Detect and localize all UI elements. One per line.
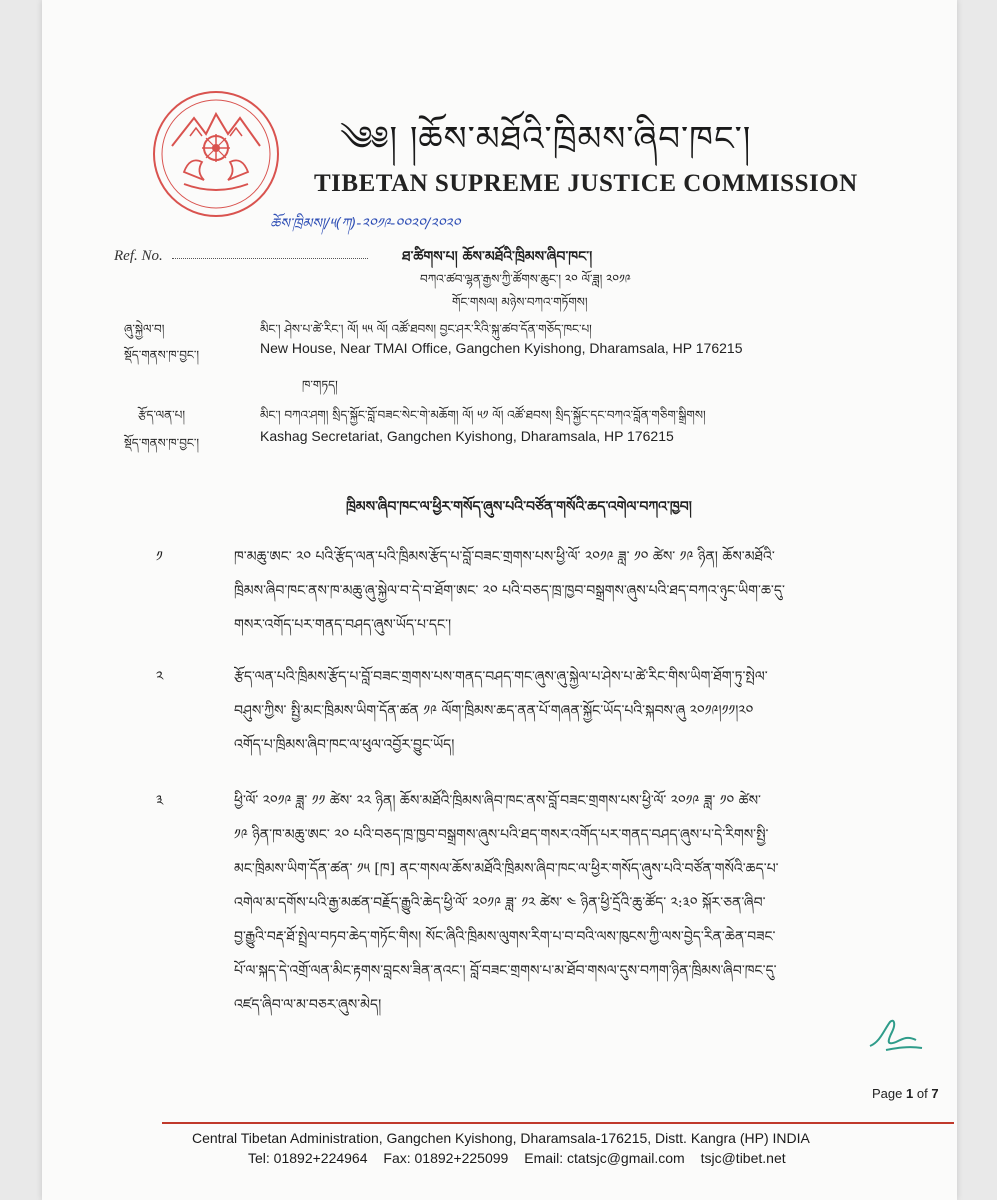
document-subject: ཁྲིམས་ཞིབ་ཁང་ལ་ཕྱིར་གསོད་ཞུས་པའི་བཙོན་གསོའི་ཆད་འགེལ་བཀའ་ཁྱབ། — [346, 499, 692, 515]
paragraph-3-line-6: པོ་ལ་སྐད་དེ་འགྲོ་ལན་མིང་རྟགས་བླངས་ཟིན་ནའང་། བློ་བཟང་གྲགས་པ་མ་ཐོབ་གསལ་དུས་བཀག་ཉིན་ཁྲིམས་ཞིབ་ཁང་དུ་ — [234, 963, 777, 979]
footer-email: Email: ctatsjc@gmail.com — [524, 1150, 685, 1166]
paragraph-2-line-3: འགོད་པ་ཁྲིམས་ཞིབ་ཁང་ལ་ཕུལ་འབྱོར་བྱུང་ཡོད། — [234, 737, 455, 753]
letterhead-title-english: TIBETAN SUPREME JUSTICE COMMISSION — [314, 170, 858, 197]
paragraph-1-number: ༡ — [156, 549, 163, 565]
petitioner-address-label: སྡོད་གནས་ཁ་བྱང་། — [124, 348, 200, 362]
paragraph-1-line-2: ཁྲིམས་ཞིབ་ཁང་ནས་ཁ་མཆུ་ཞུ་སྐྱེལ་བ་དེ་བ་ཐོག་ཨང་ ༢༠ པའི་བཅད་ཁྲ་ཁྱབ་བསྒྲགས་ཞུས་པའི་ཐད་བཀའ་ཉུང་ཡིག་ཆ་དུ་ — [234, 583, 785, 599]
page-label: Page — [872, 1086, 903, 1101]
petitioner-label: ཞུ་སྐྱེལ་བ། — [124, 322, 165, 336]
paragraph-1-line-1: ཁ་མཆུ་ཨང་ ༢༠ པའི་རྩོད་ལན་པའི་ཁྲིམས་རྩོད་པ་བློ་བཟང་གྲགས་པས་ཕྱི་ལོ་ ༢༠༡༩ ཟླ་ ༡༠ ཚེས་ ༡༩ ཉིན། ཆོས་མཐོའི་ — [234, 549, 775, 565]
handwritten-reference: ཆོས་ཁྲིམས།/༥(ཀ)-༢༠༡༩-༠༠༢༠/༢༠༢༠ — [270, 216, 461, 232]
date-line: བཀའ་ཚབ་ལྷན་རྒྱས་ཀྱི་ཚོགས་ཆུང་། ༢༠ ལོ་ཟླ། ༢༠༡༩ — [420, 272, 631, 286]
footer-address: Central Tibetan Administration, Gangchen Kyishong, Dharamsala-176215, Distt. Kangra (HP) INDIA — [192, 1130, 810, 1146]
footer-contacts — [248, 1150, 798, 1166]
paragraph-3-line-5: བྱ་རྒྱུའི་བརྡ་ཐོ་སྤྲེལ་བཏབ་ཆེད་གཏོང་གིས། སོང་ཞིའི་ཁྲིམས་ལུགས་རིག་པ་བ་བའི་ལས་ཁུངས་ཀྱི་ལས་བྱེད་རིན་ཆེན་བཟང་ — [234, 929, 776, 945]
parties-heading: གོང་གསལ། མཉེས་བཀའ་གཏོགས། — [452, 295, 588, 309]
document-page — [42, 0, 957, 1200]
paragraph-3-line-7: འཛད་ཞིབ་ལ་མ་བཅར་ཞུས་མེད། — [234, 997, 382, 1013]
paragraph-3-number: ༣ — [156, 793, 164, 809]
signature-mark — [866, 1012, 926, 1054]
ref-number-label: Ref. No. — [114, 248, 163, 264]
paragraph-3-line-1: ཕྱི་ལོ་ ༢༠༡༩ ཟླ་ ༡༡ ཚེས་ ༢༢ ཉིན། ཆོས་མཐོའི་ཁྲིམས་ཞིབ་ཁང་ནས་བློ་བཟང་གྲགས་པས་ཕྱི་ལོ་ ༢༠༡༩ ཟླ་ ༡༠ ཚེས་ — [234, 793, 761, 809]
paragraph-3-line-2: ༡༩ ཉིན་ཁ་མཆུ་ཨང་ ༢༠ པའི་བཅད་ཁྲ་ཁྱབ་བསྒྲགས་ཞུས་པའི་ཐད་གསར་འགོད་པར་གནད་བཤད་ཞུས་པ་དེ་རིགས་སྤྱི་ — [234, 827, 769, 843]
page-number — [872, 1086, 939, 1101]
page-total: 7 — [931, 1086, 939, 1101]
footer-fax: Fax: 01892+225099 — [383, 1150, 509, 1166]
paragraph-2-line-1: རྩོད་ལན་པའི་ཁྲིམས་རྩོད་པ་བློ་བཟང་གྲགས་པས་གནད་བཤད་གང་ཞུས་ཞུ་སྐྱེལ་པ་ཤེས་པ་ཚེ་རིང་གིས་ཡིག་ཐོག་ཏུ་སྤེལ་ — [234, 669, 768, 685]
page-of: of — [916, 1086, 928, 1101]
petitioner-details: མིང་། ཤེས་པ་ཚེ་རིང་། ལོ། ༥༥ ལོ། འཚོ་ཐབས། བྱང་ཤར་རིའི་སྐུ་ཚབ་དོན་གཅོད་ཁང་པ། — [260, 322, 592, 336]
footer-email-2: tsjc@tibet.net — [700, 1150, 786, 1166]
petitioner-address: New House, Near TMAI Office, Gangchen Kyishong, Dharamsala, HP 176215 — [260, 340, 743, 356]
paragraph-2-number: ༢ — [156, 669, 164, 685]
paragraph-2-line-2: བཤུས་ཀྱིས་ སྤྱི་མང་ཁྲིམས་ཡིག་དོན་ཚན ༡༩ ལོག་ཁྲིམས་ཆད་ནན་པོ་གཞན་སྐྱོང་ཡོད་པའི་སྐབས་ཞུ ༢༠༡༩།༡༡།༢༠ — [234, 703, 754, 719]
footer-divider — [162, 1122, 954, 1124]
versus-label: ཁ་གཏད། — [302, 378, 338, 392]
commission-seal-emblem — [150, 88, 282, 220]
case-title: ཐ་ཚིགས་པ། ཆོས་མཐོའི་ཁྲིམས་ཞིབ་ཁང་། — [402, 249, 593, 265]
letterhead-title-tibetan: ༄༅། །ཆོས་མཐོའི་ཁྲིམས་ཞིབ་ཁང་། — [340, 119, 752, 159]
paragraph-3-line-3: མང་ཁྲིམས་ཡིག་དོན་ཚན་ ༡༥ [ཁ] ནང་གསལ་ཆོས་མཐོའི་ཁྲིམས་ཞིབ་ཁང་ལ་ཕྱིར་གསོད་ཞུས་པའི་བཙོན་གསོའི་ཆད་པ་ — [234, 861, 779, 877]
respondent-details: མིང་། བཀའ་ཤག། སྲིད་སྐྱོང་བློ་བཟང་སེང་གེ་མཆོག། ལོ། ༥༡ ལོ། འཚོ་ཐབས། སྲིད་སྐྱོང་དང་བཀའ་བློན་གཅིག་སྒྲིགས། — [260, 408, 706, 422]
paragraph-3-line-4: འགེལ་མ་དགོས་པའི་རྒྱ་མཚན་བརྗོད་རྒྱུའི་ཆེད་ཕྱི་ལོ་ ༢༠༡༩ ཟླ་ ༡༢ ཚེས་ ༤ ཉིན་ཕྱི་དྲོའི་ཆུ་ཚོད་ ༢:༣༠ སྐོར་ཅན་ཞིབ་ — [234, 895, 766, 911]
footer-telephone: Tel: 01892+224964 — [248, 1150, 368, 1166]
respondent-label: རྩོད་ལན་པ། — [138, 408, 185, 422]
respondent-address: Kashag Secretariat, Gangchen Kyishong, Dharamsala, HP 176215 — [260, 428, 674, 444]
page-current: 1 — [906, 1086, 914, 1101]
respondent-address-label: སྡོད་གནས་ཁ་བྱང་། — [124, 436, 200, 450]
ref-number-dotted-line — [172, 258, 368, 259]
paragraph-1-line-3: གསར་འགོད་པར་གནད་བཤད་ཞུས་ཡོད་པ་དང་། — [234, 617, 452, 633]
